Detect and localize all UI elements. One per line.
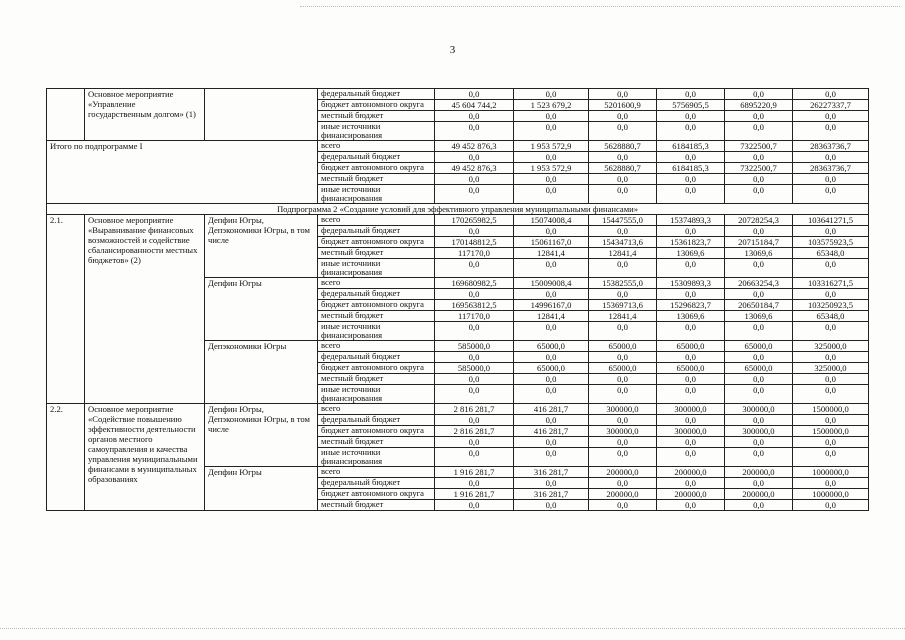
value-cell: 0,0	[589, 259, 657, 278]
value-cell: 0,0	[589, 500, 657, 511]
value-cell: 0,0	[514, 226, 589, 237]
value-cell: 0,0	[589, 226, 657, 237]
value-cell: 65000,0	[514, 341, 589, 352]
value-cell: 15369713,6	[589, 300, 657, 311]
value-cell: 1500000,0	[793, 426, 869, 437]
funding-source: местный бюджет	[318, 311, 435, 322]
value-cell: 6184185,3	[657, 163, 725, 174]
measure-number: 2.2.	[47, 404, 85, 511]
value-cell: 0,0	[435, 174, 514, 185]
value-cell: 20715184,7	[725, 237, 793, 248]
value-cell: 20650184,7	[725, 300, 793, 311]
value-cell: 0,0	[657, 478, 725, 489]
value-cell: 0,0	[793, 185, 869, 204]
value-cell: 0,0	[514, 174, 589, 185]
scan-artifact-bottom	[0, 628, 905, 630]
value-cell: 1500000,0	[793, 404, 869, 415]
value-cell: 0,0	[514, 185, 589, 204]
value-cell: 0,0	[657, 448, 725, 467]
value-cell: 585000,0	[435, 363, 514, 374]
funding-source: федеральный бюджет	[318, 226, 435, 237]
value-cell: 0,0	[514, 289, 589, 300]
value-cell: 0,0	[725, 448, 793, 467]
value-cell: 0,0	[435, 185, 514, 204]
value-cell: 585000,0	[435, 341, 514, 352]
value-cell: 5628880,7	[589, 163, 657, 174]
value-cell: 0,0	[589, 111, 657, 122]
value-cell: 0,0	[589, 448, 657, 467]
value-cell: 0,0	[589, 478, 657, 489]
value-cell: 416 281,7	[514, 404, 589, 415]
value-cell: 0,0	[435, 500, 514, 511]
value-cell: 0,0	[514, 152, 589, 163]
value-cell: 0,0	[514, 385, 589, 404]
funding-source: всего	[318, 341, 435, 352]
value-cell: 0,0	[793, 289, 869, 300]
value-cell: 0,0	[589, 152, 657, 163]
value-cell: 0,0	[514, 448, 589, 467]
value-cell: 65000,0	[725, 363, 793, 374]
value-cell: 12841,4	[589, 248, 657, 259]
funding-source: федеральный бюджет	[318, 152, 435, 163]
value-cell: 0,0	[435, 478, 514, 489]
value-cell: 0,0	[793, 152, 869, 163]
value-cell: 416 281,7	[514, 426, 589, 437]
value-cell: 0,0	[435, 259, 514, 278]
value-cell: 0,0	[725, 152, 793, 163]
value-cell: 0,0	[793, 226, 869, 237]
value-cell: 325000,0	[793, 363, 869, 374]
value-cell: 6184185,3	[657, 141, 725, 152]
value-cell: 316 281,7	[514, 467, 589, 478]
value-cell: 15382555,0	[589, 278, 657, 289]
value-cell: 6895220,9	[725, 100, 793, 111]
value-cell: 15296823,7	[657, 300, 725, 311]
value-cell: 1 916 281,7	[435, 467, 514, 478]
subprogram-title: Подпрограмма 2 «Создание условий для эффективного управления муниципальными финансами»	[47, 204, 869, 215]
funding-source: федеральный бюджет	[318, 289, 435, 300]
value-cell: 0,0	[657, 174, 725, 185]
value-cell: 0,0	[657, 322, 725, 341]
value-cell: 0,0	[657, 352, 725, 363]
value-cell: 0,0	[725, 122, 793, 141]
value-cell: 0,0	[793, 437, 869, 448]
value-cell: 200000,0	[657, 467, 725, 478]
value-cell: 325000,0	[793, 341, 869, 352]
value-cell: 0,0	[589, 89, 657, 100]
value-cell: 0,0	[657, 185, 725, 204]
value-cell: 65348,0	[793, 248, 869, 259]
value-cell: 65348,0	[793, 311, 869, 322]
value-cell: 0,0	[514, 122, 589, 141]
value-cell: 15361823,7	[657, 237, 725, 248]
funding-source: бюджет автономного округа	[318, 163, 435, 174]
value-cell: 0,0	[657, 89, 725, 100]
executor: Депфин Югры, Депэкономики Югры, в том числе	[205, 404, 318, 467]
value-cell: 0,0	[657, 259, 725, 278]
value-cell: 15447555,0	[589, 215, 657, 226]
funding-source: всего	[318, 278, 435, 289]
value-cell: 0,0	[725, 259, 793, 278]
value-cell: 0,0	[725, 352, 793, 363]
value-cell: 12841,4	[514, 248, 589, 259]
funding-source: федеральный бюджет	[318, 89, 435, 100]
value-cell: 15374893,3	[657, 215, 725, 226]
value-cell: 7322500,7	[725, 163, 793, 174]
funding-source: местный бюджет	[318, 374, 435, 385]
funding-source: бюджет автономного округа	[318, 489, 435, 500]
value-cell: 1 523 679,2	[514, 100, 589, 111]
value-cell: 0,0	[435, 111, 514, 122]
value-cell: 14996167,0	[514, 300, 589, 311]
value-cell: 49 452 876,3	[435, 163, 514, 174]
measure-name: Основное мероприятие «Содействие повышению эффективности деятельности органов местного самоуправления и качества управления муниципальными финансами в муниципальных образованиях	[85, 404, 205, 511]
value-cell: 316 281,7	[514, 489, 589, 500]
table-row	[47, 404, 869, 415]
value-cell: 103575923,5	[793, 237, 869, 248]
value-cell: 0,0	[514, 500, 589, 511]
funding-source: всего	[318, 141, 435, 152]
value-cell: 0,0	[435, 89, 514, 100]
value-cell: 103250923,5	[793, 300, 869, 311]
value-cell: 13069,6	[725, 311, 793, 322]
value-cell: 0,0	[725, 322, 793, 341]
value-cell: 0,0	[657, 385, 725, 404]
value-cell: 0,0	[793, 352, 869, 363]
value-cell: 26227337,7	[793, 100, 869, 111]
measure-name: Основное мероприятие «Выравнивание финансовых возможностей и содействие сбалансированности местных бюджетов» (2)	[85, 215, 205, 404]
funding-source: федеральный бюджет	[318, 478, 435, 489]
value-cell: 0,0	[793, 174, 869, 185]
value-cell: 65000,0	[657, 363, 725, 374]
funding-source: иные источники финансирования	[318, 448, 435, 467]
value-cell: 0,0	[435, 322, 514, 341]
executor: Депэкономики Югры	[205, 341, 318, 404]
value-cell: 0,0	[589, 415, 657, 426]
value-cell: 15009008,4	[514, 278, 589, 289]
value-cell: 15061167,0	[514, 237, 589, 248]
value-cell: 103316271,5	[793, 278, 869, 289]
funding-source: иные источники финансирования	[318, 185, 435, 204]
value-cell: 0,0	[793, 448, 869, 467]
executor: Депфин Югры	[205, 467, 318, 511]
funding-source: бюджет автономного округа	[318, 300, 435, 311]
value-cell: 0,0	[514, 415, 589, 426]
value-cell: 300000,0	[725, 426, 793, 437]
value-cell: 0,0	[725, 500, 793, 511]
page-number: 3	[449, 44, 456, 56]
executor: Депфин Югры	[205, 278, 318, 341]
value-cell: 0,0	[793, 122, 869, 141]
value-cell: 0,0	[657, 500, 725, 511]
value-cell: 200000,0	[725, 489, 793, 500]
funding-source: местный бюджет	[318, 500, 435, 511]
value-cell: 65000,0	[589, 341, 657, 352]
funding-source: местный бюджет	[318, 111, 435, 122]
value-cell: 7322500,7	[725, 141, 793, 152]
value-cell: 0,0	[589, 289, 657, 300]
value-cell: 1 916 281,7	[435, 489, 514, 500]
table-row	[47, 215, 869, 226]
value-cell: 0,0	[589, 385, 657, 404]
funding-source: федеральный бюджет	[318, 415, 435, 426]
value-cell: 65000,0	[589, 363, 657, 374]
value-cell: 0,0	[793, 374, 869, 385]
value-cell: 1 953 572,9	[514, 141, 589, 152]
value-cell: 15309893,3	[657, 278, 725, 289]
funding-source: бюджет автономного округа	[318, 426, 435, 437]
value-cell: 13069,6	[725, 248, 793, 259]
value-cell: 0,0	[514, 437, 589, 448]
value-cell: 0,0	[725, 478, 793, 489]
value-cell: 300000,0	[589, 404, 657, 415]
funding-source: всего	[318, 215, 435, 226]
value-cell: 0,0	[793, 111, 869, 122]
value-cell: 13069,6	[657, 248, 725, 259]
value-cell: 0,0	[725, 174, 793, 185]
value-cell: 0,0	[435, 122, 514, 141]
value-cell: 0,0	[514, 89, 589, 100]
value-cell: 45 604 744,2	[435, 100, 514, 111]
value-cell: 200000,0	[589, 467, 657, 478]
value-cell: 0,0	[793, 89, 869, 100]
scan-artifact-top	[300, 6, 900, 8]
value-cell: 49 452 876,3	[435, 141, 514, 152]
value-cell: 0,0	[514, 111, 589, 122]
value-cell: 0,0	[657, 226, 725, 237]
value-cell: 0,0	[514, 352, 589, 363]
value-cell: 0,0	[435, 437, 514, 448]
value-cell: 12841,4	[514, 311, 589, 322]
funding-source: федеральный бюджет	[318, 352, 435, 363]
value-cell: 0,0	[435, 448, 514, 467]
value-cell: 0,0	[725, 185, 793, 204]
value-cell: 200000,0	[657, 489, 725, 500]
value-cell: 2 816 281,7	[435, 426, 514, 437]
value-cell: 0,0	[657, 415, 725, 426]
value-cell: 117170,0	[435, 248, 514, 259]
value-cell: 0,0	[589, 322, 657, 341]
value-cell: 0,0	[589, 122, 657, 141]
funding-source: всего	[318, 467, 435, 478]
value-cell: 28363736,7	[793, 141, 869, 152]
value-cell: 103641271,5	[793, 215, 869, 226]
value-cell: 0,0	[514, 374, 589, 385]
value-cell: 0,0	[725, 374, 793, 385]
value-cell: 0,0	[435, 415, 514, 426]
funding-source: бюджет автономного округа	[318, 100, 435, 111]
value-cell: 0,0	[589, 437, 657, 448]
value-cell: 1 953 572,9	[514, 163, 589, 174]
value-cell: 170148812,5	[435, 237, 514, 248]
subprogram-header-row	[47, 204, 869, 215]
value-cell: 300000,0	[657, 426, 725, 437]
value-cell: 0,0	[589, 352, 657, 363]
value-cell: 15434713,6	[589, 237, 657, 248]
value-cell: 65000,0	[514, 363, 589, 374]
value-cell: 0,0	[657, 152, 725, 163]
value-cell: 20663254,3	[725, 278, 793, 289]
value-cell: 28363736,7	[793, 163, 869, 174]
value-cell: 170265982,5	[435, 215, 514, 226]
funding-source: иные источники финансирования	[318, 385, 435, 404]
value-cell: 12841,4	[589, 311, 657, 322]
value-cell: 2 816 281,7	[435, 404, 514, 415]
funding-source: бюджет автономного округа	[318, 237, 435, 248]
value-cell: 0,0	[657, 111, 725, 122]
value-cell: 0,0	[725, 415, 793, 426]
value-cell: 200000,0	[725, 467, 793, 478]
value-cell: 13069,6	[657, 311, 725, 322]
funding-source: всего	[318, 404, 435, 415]
value-cell: 300000,0	[725, 404, 793, 415]
funding-source: местный бюджет	[318, 437, 435, 448]
table-row	[47, 141, 869, 152]
value-cell: 0,0	[435, 385, 514, 404]
value-cell: 0,0	[514, 322, 589, 341]
value-cell: 0,0	[793, 385, 869, 404]
funding-source: местный бюджет	[318, 248, 435, 259]
value-cell: 0,0	[514, 478, 589, 489]
funding-source: иные источники финансирования	[318, 122, 435, 141]
executor	[205, 89, 318, 141]
value-cell: 0,0	[589, 374, 657, 385]
funding-table	[46, 88, 869, 511]
measure-number: 2.1.	[47, 215, 85, 404]
value-cell: 0,0	[725, 289, 793, 300]
value-cell: 0,0	[435, 152, 514, 163]
value-cell: 1000000,0	[793, 489, 869, 500]
value-cell: 65000,0	[657, 341, 725, 352]
value-cell: 0,0	[657, 374, 725, 385]
value-cell: 0,0	[589, 185, 657, 204]
table-row	[47, 89, 869, 100]
value-cell: 0,0	[657, 122, 725, 141]
total-label: Итого по подпрограмме I	[47, 141, 318, 204]
funding-source: бюджет автономного округа	[318, 363, 435, 374]
value-cell: 1000000,0	[793, 467, 869, 478]
value-cell: 0,0	[589, 174, 657, 185]
value-cell: 169563812,5	[435, 300, 514, 311]
value-cell: 0,0	[435, 226, 514, 237]
value-cell: 169680982,5	[435, 278, 514, 289]
measure-name: Основное мероприятие «Управление государственным долгом» (1)	[85, 89, 205, 141]
value-cell: 0,0	[435, 374, 514, 385]
value-cell: 0,0	[725, 111, 793, 122]
value-cell: 0,0	[435, 289, 514, 300]
value-cell: 0,0	[725, 226, 793, 237]
value-cell: 0,0	[725, 89, 793, 100]
funding-source: иные источники финансирования	[318, 322, 435, 341]
value-cell: 20728254,3	[725, 215, 793, 226]
value-cell: 15074008,4	[514, 215, 589, 226]
value-cell: 0,0	[657, 289, 725, 300]
value-cell: 0,0	[435, 352, 514, 363]
value-cell: 0,0	[793, 322, 869, 341]
funding-source: иные источники финансирования	[318, 259, 435, 278]
value-cell: 5628880,7	[589, 141, 657, 152]
measure-number	[47, 89, 85, 141]
value-cell: 0,0	[657, 437, 725, 448]
value-cell: 117170,0	[435, 311, 514, 322]
value-cell: 0,0	[793, 259, 869, 278]
value-cell: 0,0	[514, 259, 589, 278]
value-cell: 0,0	[793, 500, 869, 511]
funding-source: местный бюджет	[318, 174, 435, 185]
value-cell: 0,0	[725, 437, 793, 448]
value-cell: 200000,0	[589, 489, 657, 500]
value-cell: 0,0	[725, 385, 793, 404]
value-cell: 5201600,9	[589, 100, 657, 111]
executor: Депфин Югры, Депэкономики Югры, в том числе	[205, 215, 318, 278]
value-cell: 300000,0	[589, 426, 657, 437]
value-cell: 65000,0	[725, 341, 793, 352]
value-cell: 0,0	[793, 478, 869, 489]
value-cell: 0,0	[793, 415, 869, 426]
value-cell: 5756905,5	[657, 100, 725, 111]
value-cell: 300000,0	[657, 404, 725, 415]
